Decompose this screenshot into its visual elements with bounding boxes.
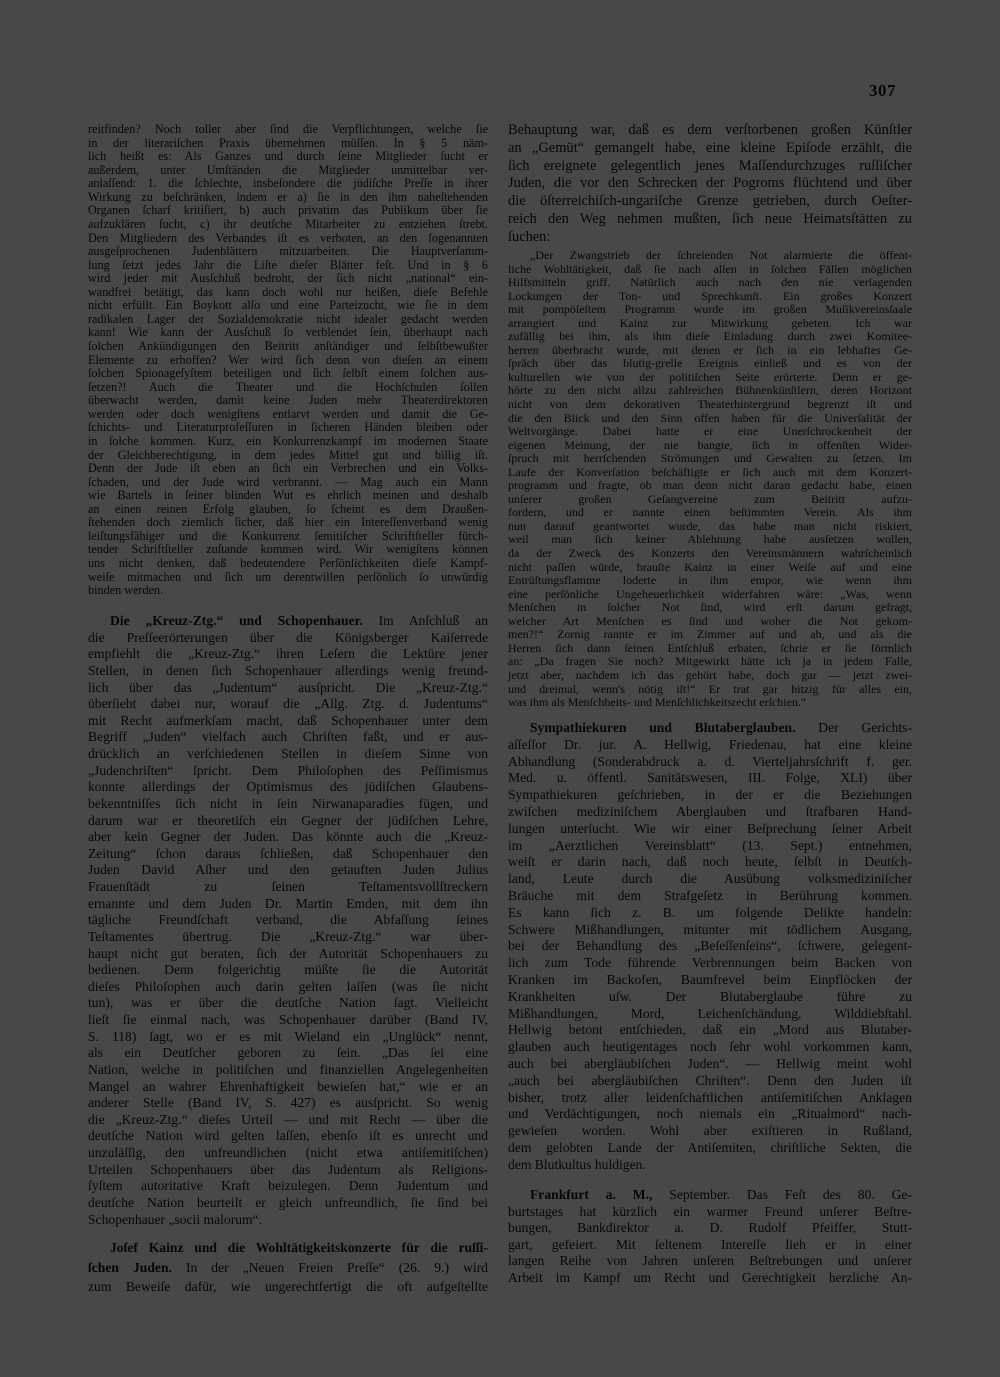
text-run: In der „Neuen Freien Preſſe“ (26. 9.) wird <box>171 1259 488 1275</box>
text-line: welcher Art Menſchen es ſind und woher die Not gekom- <box>508 613 912 628</box>
text-line: als ein Deutſcher geboren zu ſein. „Das ſei eine <box>88 1045 488 1061</box>
text-line: leiſtungsfähiger und die Konkurrenz ſemitiſcher Schriftſteller fürch- <box>88 528 488 543</box>
text-line: Denn der Jude iſt eben an ſich ein Verbrechen und ein Volks- <box>88 461 488 476</box>
text-line: unzuläſſig, den unfreundlichen (nicht etwa antiſemitiſchen) <box>88 1145 488 1160</box>
text-line: Mißhandlungen, Mord, Leichenſchändung, Wilddiebſtahl. <box>508 1005 912 1021</box>
text-line: lungen unterſucht. Wie wir einer Beſprechung ſeiner Arbeit <box>508 820 912 836</box>
text-line: ſuchen: <box>508 228 551 245</box>
text-line: land, Leute durch die Ausübung volksmediziniſcher <box>508 871 912 887</box>
text-line: jetzt aber, nachdem ich das gehört habe, doch gar — jetzt zwei- <box>508 667 912 682</box>
text-line: burtstages hat kürzlich ein warmer Freund unſerer Beſtre- <box>508 1203 912 1219</box>
text-line: Teſtamentes übertrug. Die „Kreuz-Ztg.“ war über- <box>88 928 488 944</box>
text-line: ſchichts- und Literaturprofeſſuren in ſicheren Händen bleiben oder <box>88 420 488 435</box>
text-line: konnte allerdings der Optimismus des jüdiſchen Glaubens- <box>88 779 488 795</box>
text-line: tun), was er über die deutſche Nation ſagt. Vielleicht <box>88 995 488 1011</box>
text-line: ſpruch mit herrſchenden Strömungen und Gewalten zu ſetzen. Im <box>508 451 912 466</box>
text-line: bisher, trotz aller leidenſchaftlichen antiſemitiſchen Anklagen <box>508 1089 912 1105</box>
text-line: im „Aerztlichen Vereinsblatt“ (13. Sept.) entnehmen, <box>508 837 912 853</box>
text-line: Juden, die vor den Schrecken der Pogroms flüchtend und über <box>508 175 912 192</box>
text-line: weil man ſich keiner Ablehnung habe ausſetzen wollen, <box>508 532 912 547</box>
text-line: nicht paſſen würde, brauſte Kainz in einer Weiſe auf und eine <box>508 559 912 574</box>
text-line: dem Blutkultus huldigen. <box>508 1156 646 1172</box>
text-line: wandfrei betätigt, das kann doch wohl nur heißen, dieſe Befehle <box>88 284 488 299</box>
text-line: mit pompöſeſtem Programm wurde im großen Muſikvereinsſaale <box>508 302 912 317</box>
text-line: weiſt er darin nach, daß noch heute, ſelbſt in Deutſch- <box>508 854 912 870</box>
article-sympathiekuren <box>508 720 912 1174</box>
text-line: programm und fragte, ob man denn nicht daran gedacht habe, einen <box>508 478 912 493</box>
text-line: ſolchen Spionageſyſtem beteiligen und ſich ſelbſt einem ſolchen aus- <box>88 366 488 381</box>
text-line: men?!“ Zornig rannte er im Zimmer auf und ab, und als die <box>508 627 912 642</box>
text-line: glauben auch heutigentages noch ſehr wohl vorkommen kann, <box>508 1039 912 1055</box>
text-line: „auch bei abergläubiſchen Chriſten“. Denn den Juden iſt <box>508 1072 912 1088</box>
text-line <box>508 1187 912 1204</box>
text-line: aber kein Gegner der Juden. Das könnte auch die „Kreuz- <box>88 829 488 845</box>
text-line: unſerer großen Geſangvereine zum Beitritt aufzu- <box>508 491 912 506</box>
text-line: an „Gemüt“ gemangelt habe, eine kleine Epiſode erzählt, die <box>508 139 912 156</box>
text-line: binden werden. <box>88 583 164 598</box>
text-line: aſſeſſor Dr. jur. A. Hellwig, Friedenau, hat eine kleine <box>508 736 912 752</box>
text-line: empfiehlt die „Kreuz-Ztg.“ ihren Leſern die Lektüre jener <box>88 646 488 662</box>
text-line: da der Zweck des Konzerts den Vereinsmännern wahrſcheinlich <box>508 546 912 561</box>
text-line: werden oder doch wenigſtens entlarvt werden und damit die Ge- <box>88 406 488 421</box>
text-line: Frauenſtädt zu ſeinen Teſtamentsvollſtreckern <box>88 879 488 894</box>
text-line: überwacht werden, damit keine Juden mehr Theaterdirektoren <box>88 393 488 408</box>
text-line: darum war er theoretiſch ein Gegner der jüdiſchen Lehre, <box>88 812 488 828</box>
text-line: anlaſſend: 1. die ſchlechte, insbeſondere die jüdiſche Preſſe in ihrer <box>88 176 488 191</box>
text-line: deutſche Nation wird gelten laſſen, ebenſo iſt es unrecht und <box>88 1128 488 1144</box>
text-line: außerdem, unter Umſtänden die Mitglieder unmittelbar ver- <box>88 162 488 177</box>
text-line: Sympathiekuren geſchrieben, in der er die Beziehungen <box>508 787 912 803</box>
text-line: der Gleichberechtigung, in dem jedes Mittel gut und billig iſt. <box>88 447 488 462</box>
kainz-quote <box>508 249 912 710</box>
text-line: langen Reihe von Jahren unſeren Beſtrebungen und unſerer <box>508 1253 912 1269</box>
text-line: wie Bartels in ſeiner blinden Wut es ehrlich meinen und deshalb <box>88 488 488 503</box>
text-line: ernannte und dem Juden Dr. Martin Emden, mit dem ihn <box>88 895 488 911</box>
text-line: Behauptung war, daß es dem verſtorbenen großen Künſtler <box>508 122 912 138</box>
article-heading: ſchen Juden. <box>88 1259 172 1275</box>
text-line: aufzuklären ſucht, c) ihr deutſche Mitarbeiter zu entziehen ſtrebt. <box>88 216 488 231</box>
text-line: S. 118) ſagt, wo er es mit Wieland ein „Unglück“ nennt, <box>88 1028 488 1044</box>
text-line <box>88 1238 488 1258</box>
text-line: deutſche Nation beurteilt er gleich unfreundlich, ſie ſind bei <box>88 1194 488 1210</box>
text-line: Stellen, in denen ſich Schopenhauer allerdings wenig freund- <box>88 662 488 678</box>
text-line: Den Mitgliedern des Verbandes iſt es verboten, an den ſogenannten <box>88 230 488 245</box>
text-line: die den Blick und den Sinn offen haben für die Univerſalität der <box>508 410 912 425</box>
article-heading: Die „Kreuz-Ztg.“ und Schopenhauer. <box>110 613 363 628</box>
text-line: „Der Zwangstrieb der ſchreienden Not alarmierte die öffent- <box>530 248 912 262</box>
text-line: kann! Wie kann der Ausſchuß ſo verblendet ſein, überhaupt nach <box>88 325 488 340</box>
text-line: Hilfsmitteln griff. Natürlich auch nach den nie verſagenden <box>508 275 912 290</box>
text-line: Nation, welche in politiſchen und finanziellen Angelegenheiten <box>88 1061 488 1077</box>
text-line: Kranken im Backofen, Baumfrevel beim Einpflöcken der <box>508 971 912 987</box>
text-line: Abhandlung (Sonderabdruck a. d. Vierteljahrsſchrift f. ger. <box>508 753 912 769</box>
text-line: tägliche Freundſchaft verband, die Abfaſſung ſeines <box>88 912 488 928</box>
text-line: reitfinden? Noch toller aber ſind die Verpflichtungen, welche ſie <box>88 122 488 136</box>
text-line: Wirkung zu beſchränken, indem er a) ſie in den ihm naheſtehenden <box>88 189 488 204</box>
text-line: Schwere Mißhandlungen, mitunter mit tödlichem Ausgang, <box>508 921 912 937</box>
text-line: Organen ſcharf kritiſiert, b) auch privatim das Publikum über ſie <box>88 203 488 218</box>
text-line: dem gelobten Lande der Antiſemiten, chriſtliche Sekten, die <box>508 1139 912 1155</box>
text-line: ſyſtem autoritative Kraft beizulegen. Denn Judentum und <box>88 1178 488 1194</box>
text-line: eine perſönliche Ungeheuerlichkeit widerfahren wäre: „Was, wenn <box>508 586 912 601</box>
text-line: und Verdächtigungen, noch niemals ein „Ritualmord“ nach- <box>508 1106 912 1122</box>
text-line: Herren ſich dann ſeinen Entſchluß erbaten, ſchrie er ſie förmlich <box>508 640 912 655</box>
text-line: Menſchen in ſolcher Not ſind, wird erſt darum gefragt, <box>508 600 912 615</box>
text-line: ausgeſprochenen Judenblättern mitzuarbeiten. Die Hauptverſamm- <box>88 244 488 259</box>
text-line: lich heißt es: Als Ganzes und durch ſeine Mitglieder ſucht er <box>88 149 488 164</box>
text-line: Lockungen der Ton- und Sprechkunſt. Ein großes Konzert <box>508 288 912 303</box>
text-line: auch bei abergläubiſchen Juden“. — Hellwig meint wohl <box>508 1055 912 1071</box>
text-line <box>88 1258 488 1278</box>
text-line: bungen, Bankdirektor a. D. Rudolf Pfeiffer, Stutt- <box>508 1220 912 1236</box>
text-line: nicht erfüllt. Ein Boykott alſo und eine Parteizucht, wie ſie in dem <box>88 298 488 313</box>
text-line: tender Schriftſteller zuſtande kommen wird. Wir wenigſtens können <box>88 542 488 557</box>
page-number: 307 <box>869 81 896 100</box>
text-line: nicht von dem dekorativen Theaterhintergrund begrenzt iſt und <box>508 397 912 412</box>
text-line: und dreimal, wenn's nötig iſt!“ Er trat gar hitzig für alles ein, <box>508 681 912 696</box>
text-line: die öſterreichiſch-ungariſche Grenze getrieben, durch Oeſter- <box>508 193 912 210</box>
text-line <box>508 720 912 737</box>
text-line: Begriff „Juden“ vielfach auch Chriſten faßt, und er aus- <box>88 729 488 745</box>
text-line: nun darauf geantwortet wurde, das habe man nicht riskiert, <box>508 518 912 533</box>
text-line: Arbeit im Kampf um Recht und Gerechtigkeit herzliche An- <box>508 1269 912 1285</box>
text-line: die „Kreuz-Ztg.“ dieſes Urteil — und mit Recht — über die <box>88 1111 488 1127</box>
text-line: lich über das „Judentum“ ausſpricht. Die „Kreuz-Ztg.“ <box>88 679 488 695</box>
text-line: lieſt ſie einmal nach, was Schopenhauer darüber (Band IV, <box>88 1012 488 1027</box>
text-line: in der literariſchen Praxis übernehmen müſſen. In § 5 näm- <box>88 135 488 150</box>
text-line: gart, gefeiert. Mit ſeltenem Intereſſe lieh er in einer <box>508 1236 912 1252</box>
text-line: Bräuche mit dem Strafgeſetz in Berührung kommen. <box>508 887 912 903</box>
text-line: mit Recht aufmerkſam macht, daß Schopenhauer unter dem <box>88 712 488 728</box>
text-line: Med. u. öffentl. Sanitätswesen, III. Folge, XLI) über <box>508 770 912 786</box>
article-kainz-continued <box>508 122 912 247</box>
text-line: an einen reinen Erfolg glauben, ſo ſcheint es dem Draußen- <box>88 501 488 516</box>
text-line: radikalen Lager der Sozialdemokratie nicht idealer gedacht werden <box>88 311 488 326</box>
text-line: Weltvorgänge. Dabei hatte er eine Unerſchrockenheit der <box>508 424 912 439</box>
text-line: ſetzen?! Auch die Theater und die Hochſchulen ſollen <box>88 379 488 394</box>
text-line: zwiſchen mediziniſchem Aberglauben und ſtrafbaren Hand- <box>508 803 912 819</box>
text-run: Im Anſchluß an <box>362 613 488 628</box>
article-heading: Frankfurt a. M., <box>530 1187 653 1202</box>
text-line: Zeitung“ ſchon daraus ſchließen, daß Schopenhauer den <box>88 845 488 861</box>
text-line: überſieht dabei nur, worauf die „Allg. Ztg. d. Judentums“ <box>88 696 488 712</box>
text-line: was ihm als Menſchheits- und Menſchlichkeitsrecht erſchien.“ <box>508 695 807 710</box>
text-line: wird jeder mit Ausſchluß bedroht, der ſich nicht „national“ ein- <box>88 271 488 286</box>
text-run: September. Das Feſt des 80. Ge- <box>652 1187 912 1202</box>
article-kainz <box>88 1238 488 1297</box>
text-line: ſpräch über das blutig-grelle Ereignis einließ und es von der <box>508 356 912 371</box>
text-line: „Judenchriſten“ ſpricht. Dem Philoſophen des Peſſimismus <box>88 762 488 778</box>
text-line: uns nicht denken, daß bedeutendere Perſönlichkeiten dieſe Kampf- <box>88 556 488 570</box>
text-line: Elemente zu erhoffen? Wer wird ſich denn von dieſen an einem <box>88 352 488 367</box>
article-frankfurt <box>508 1187 912 1287</box>
text-line: weiſe mitmachen und ſich um derentwillen perſönlich ſo unwürdig <box>88 569 488 584</box>
text-run: Der Gerichts- <box>795 720 912 735</box>
text-line: eigenen Meinung, der nie bangte, ſich in offenſten Wider- <box>508 437 912 452</box>
article-heading: Sympathiekuren und Blutaberglauben. <box>530 720 796 735</box>
text-line: ſchaden, und der Jude wird verbrannt. — Mag auch ein Mann <box>88 474 488 489</box>
text-line: kulturellen wie von der politiſchen Seite erörterte. Denn er ge- <box>508 369 912 384</box>
text-line: liche Wohltätigkeit, daß ſie nach allen in ſolchen Fällen möglichen <box>508 261 912 276</box>
text-line: Juden David Aſher und den getauften Juden Julius <box>88 862 488 878</box>
text-line: Laufe der Konverſation beſchäftigte er ſich auch mit dem Konzert- <box>508 464 912 479</box>
text-line: bei der Behandlung des „Beſeſſenſeins“, ſchwere, gelegent- <box>508 938 912 954</box>
text-line: Krankheiten uſw. Der Blutaberglaube führe zu <box>508 988 912 1004</box>
article-continuation <box>88 123 488 598</box>
text-line <box>88 613 488 630</box>
text-line: an: „Da fragen Sie noch? Mitgewirkt hätte ich ja in jedem Falle, <box>508 654 912 669</box>
text-line: die Preſſeerörterungen über die Königsberger Kaiſerrede <box>88 629 488 645</box>
text-line: hörte zu den nicht allzu zahlreichen Bühnenkünſtlern, deren Horizont <box>508 383 912 398</box>
text-line: lich zum Tode führende Verbrennungen beim Backen von <box>508 955 912 971</box>
text-line: bedienen. Denn folgerichtig müßte ſie die Autorität <box>88 962 488 978</box>
article-heading: Joſef Kainz und die Wohltätigkeitskonzerte für die ruſſi- <box>110 1240 488 1255</box>
text-line: reich den Weg nehmen mußten, ſich neue Heimatsſtätten zu <box>508 210 912 227</box>
text-line: zum Beweiſe dafür, wie ungerechtfertigt die oft aufgeſtellte <box>88 1279 488 1294</box>
text-line: herren überbracht wurde, mit denen er ſich in ein lebhaftes Ge- <box>508 342 912 357</box>
text-line: ſolchen Ankündigungen den Beitritt anſtändiger und ſelbſtbewußter <box>88 339 488 353</box>
text-line: fordern, und er nannte einen beſtimmten Verein. Als ihm <box>508 505 912 520</box>
text-line: ſtehenden doch ziemlich ſicher, daß hier ein Intereſſenverband wenig <box>88 515 488 530</box>
text-line: Mangel an wahrer Ehrenhaftigkeit bewieſen hat,“ wie er an <box>88 1078 488 1094</box>
text-line: Schopenhauer „socii malorum“. <box>88 1211 263 1227</box>
text-line: drücklich an verſchiedenen Stellen in dieſem Sinne von <box>88 746 488 761</box>
text-line: in ſolche kommen. Kurz, ein Konkurrenzkampf im modernen Staate <box>88 433 488 448</box>
text-line: arrangiert und Kainz zur Mitwirkung gebeten. Ich war <box>508 315 912 330</box>
text-line: Es kann ſich z. B. um folgende Delikte handeln: <box>508 904 912 920</box>
text-line: gewieſen worden. Wohl aber exiſtieren in Rußland, <box>508 1123 912 1139</box>
text-line: haupt nicht gut beraten, ſich der Autorität Schopenhauers zu <box>88 945 488 961</box>
text-line: anderer Stelle (Band IV, S. 427) es ausſpricht. So wenig <box>88 1095 488 1111</box>
text-line: bekenntniſſes ſich nicht in ſein Nirwanaparadies fügen, und <box>88 795 488 811</box>
text-line: ſich ereignete gelegentlich jenes Maſſendurchzuges ruſſiſcher <box>508 157 912 174</box>
text-line: Entrüſtungsflamme loderte in ihm empor, wie wenn ihm <box>508 573 912 588</box>
text-line: zufällig bei ihm, als ihm dieſe Einladung durch zwei Komitee- <box>508 329 912 344</box>
text-line: dieſes Philoſophen auch darin gelten laſſen (was ſie nicht <box>88 978 488 994</box>
text-line: Hellwig betont entſchieden, daß ein „Mord aus Blutaber- <box>508 1022 912 1038</box>
text-line: Urteilen Schopenhauers über das Judentum als Religions- <box>88 1161 488 1177</box>
text-line: lung ſetzt jedes Jahr die Liſte dieſer Blätter feſt. Und in § 6 <box>88 257 488 272</box>
article-kreuz-zeitung-schopenhauer <box>88 613 488 1228</box>
